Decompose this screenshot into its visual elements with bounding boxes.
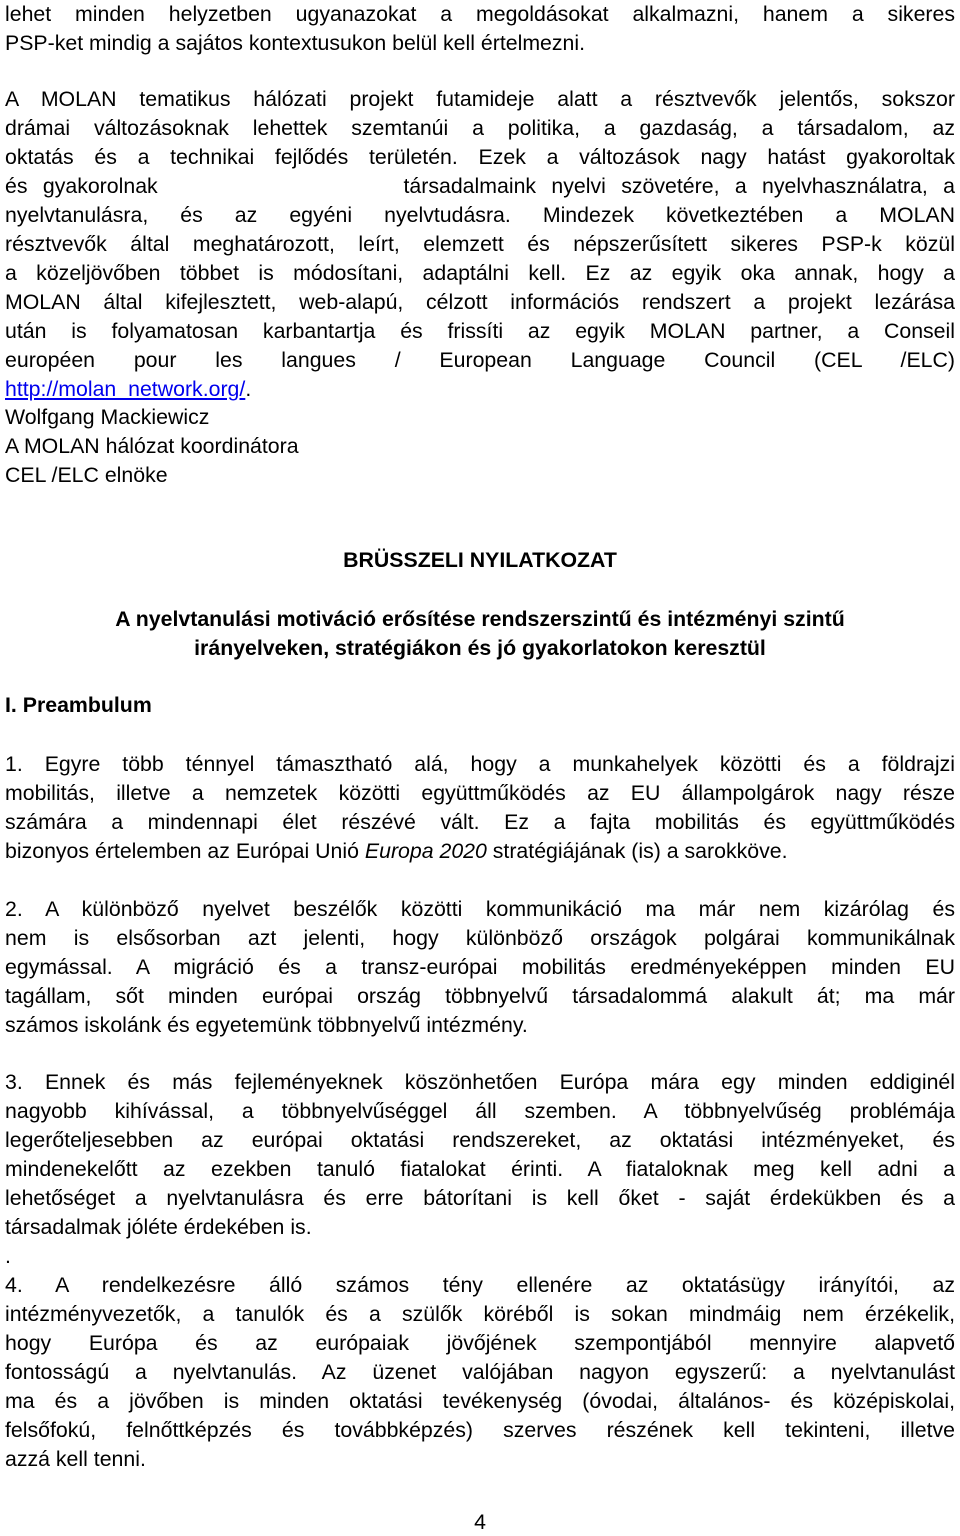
molan-network-link[interactable]: http://molan_network.org/: [5, 377, 246, 401]
declaration-title: BRÜSSZELI NYILATKOZAT: [343, 548, 617, 572]
body-text-line: drámai változásoknak lehettek szemtanúi a politika, a gazdaság, a társadalom, az: [5, 116, 955, 140]
body-text-line: MOLAN által kifejlesztett, web-alapú, célzott információs rendszert a projekt lezárása: [5, 290, 955, 314]
body-text-line: oktatás és a technikai fejlődés területén. Ezek a változások nagy hatást gyakoroltak: [5, 145, 955, 169]
body-text-line: számos iskolánk és egyetemünk többnyelvű intézmény.: [5, 1013, 528, 1037]
text-run: stratégiájának (is) a sarokköve.: [486, 839, 788, 863]
body-text-line: azzá kell tenni.: [5, 1447, 146, 1471]
italic-term: Europa 2020: [364, 839, 487, 863]
section-heading: I. Preambulum: [5, 693, 152, 717]
body-text-line: lehet minden helyzetben ugyanazokat a megoldásokat alkalmazni, hanem a sikeres: [5, 2, 955, 26]
signatory-name: Wolfgang Mackiewicz: [5, 405, 210, 429]
body-text-line: fontosságú a nyelvtanulás. Az üzenet valójában nagyon egyszerű: a nyelvtanulást: [5, 1360, 955, 1384]
body-text-line: ma és a jövőben is minden oktatási tevékenység (óvodai, általános- és középiskolai,: [5, 1389, 955, 1413]
body-text-line: 1. Egyre több ténnyel támasztható alá, hogy a munkahelyek közötti és a földrajzi: [5, 752, 955, 776]
body-text-line: egymással. A migráció és a transz-európai mobilitás eredményeképpen minden EU: [5, 955, 955, 979]
body-text-line: mobilitás, illetve a nemzetek közötti együttműködés az EU állampolgárok nagy része: [5, 781, 955, 805]
body-text-line: résztvevők által meghatározott, leírt, elemzett és népszerűsített sikeres PSP-k közül: [5, 232, 955, 256]
body-text-line: tagállam, sőt minden európai ország többnyelvű társadalommá alakult át; ma már: [5, 984, 955, 1008]
body-text-line: [5, 837, 955, 866]
body-text-line: 2. A különböző nyelvet beszélők közötti kommunikáció ma már nem kizárólag és: [5, 897, 955, 921]
signatory-role: A MOLAN hálózat koordinátora: [5, 434, 299, 458]
body-text-line: mindenekelőtt az ezekben tanuló fiatalokat érinti. A fiataloknak meg kell adni a: [5, 1157, 955, 1181]
body-text-line: 3. Ennek és más fejleményeknek köszönhetően Európa mára egy minden eddiginél: [5, 1070, 955, 1094]
link-period: .: [245, 377, 252, 401]
body-text-line: és gyakorolnak társadalmaink nyelvi szövetére, a nyelvhasználatra, a: [5, 174, 955, 198]
body-text-line: legerőteljesebben az európai oktatási rendszereket, az oktatási intézményeket, és: [5, 1128, 955, 1152]
body-text-line: hogy Európa és az európaiak jövőjének szempontjából mennyire alapvető: [5, 1331, 955, 1355]
body-text-line: felsőfokú, felnőttképzés és továbbképzés) szerves részének kell tekinteni, illetve: [5, 1418, 955, 1442]
body-text-line: nyelvtanulásra, és az egyéni nyelvtudásra. Mindezek következtében a MOLAN: [5, 203, 955, 227]
body-text-line: intézményvezetők, a tanulók és a szülők köréből is sokan mindmáig nem érzékelik,: [5, 1302, 955, 1326]
text-run: bizonyos értelemben az Európai Unió: [5, 839, 365, 863]
stray-period: .: [5, 1244, 11, 1268]
body-text-line: A MOLAN tematikus hálózati projekt futamideje alatt a résztvevők jelentős, sokszor: [5, 87, 955, 111]
page-number: 4: [474, 1510, 486, 1534]
body-text-line: a közeljövőben többet is módosítani, adaptálni kell. Ez az egyik oka annak, hogy a: [5, 261, 955, 285]
declaration-subtitle-line: irányelveken, stratégiákon és jó gyakorlatokon keresztül: [194, 636, 766, 660]
body-text-line: européen pour les langues / European Language Council (CEL /ELC): [5, 348, 955, 372]
body-text-line: PSP-ket mindig a sajátos kontextusukon belül kell értelmezni.: [5, 31, 586, 55]
body-text-line: nem is elsősorban azt jelenti, hogy különböző országok polgárai kommunikálnak: [5, 926, 955, 950]
link-line: [5, 375, 955, 404]
body-text-line: lehetőséget a nyelvtanulásra és erre bátorítani is kell őket - saját érdekükben és a: [5, 1186, 955, 1210]
body-text-line: számára a mindennapi élet részévé vált. Ez a fajta mobilitás és együttműködés: [5, 810, 955, 834]
declaration-subtitle-line: A nyelvtanulási motiváció erősítése rendszerszintű és intézményi szintű: [115, 607, 845, 631]
body-text-line: 4. A rendelkezésre álló számos tény ellenére az oktatásügy irányítói, az: [5, 1273, 955, 1297]
body-text-line: után is folyamatosan karbantartja és frissíti az egyik MOLAN partner, a Conseil: [5, 319, 955, 343]
body-text-line: nagyobb kihívással, a többnyelvűséggel áll szemben. A többnyelvűség problémája: [5, 1099, 955, 1123]
body-text-line: társadalmak jóléte érdekében is.: [5, 1215, 312, 1239]
signatory-organization: CEL /ELC elnöke: [5, 463, 168, 487]
